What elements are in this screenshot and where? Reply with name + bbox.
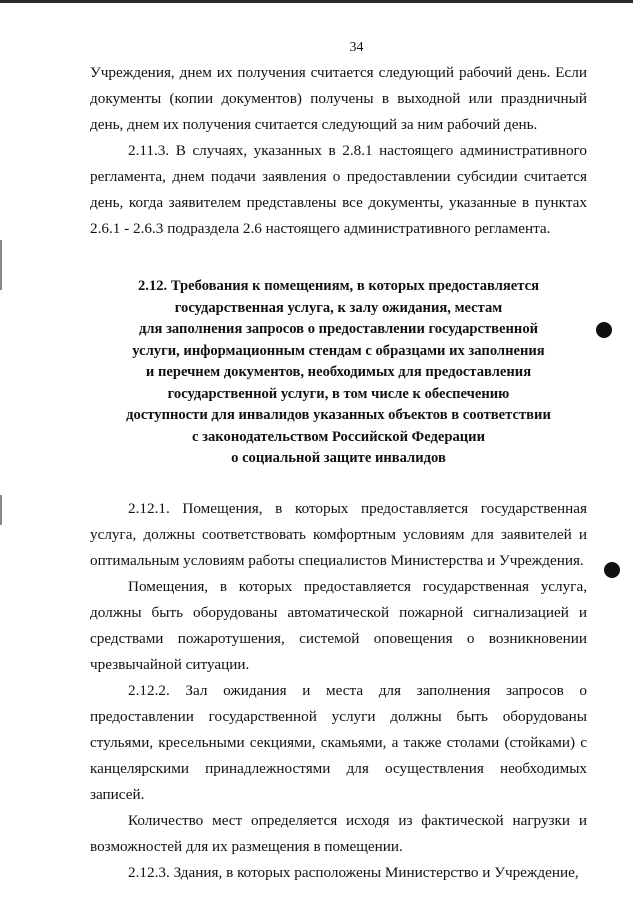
paragraph-2-12-2: 2.12.2. Зал ожидания и места для заполнения запросов о предоставлении государственной услуги должны быть оборудованы стульями, кресельными секциями, скамьями, а также столами (стойками) с канцелярскими принадлежностями для осуществления необходимых записей. bbox=[90, 681, 587, 803]
heading-line: о социальной защите инвалидов bbox=[231, 450, 446, 466]
punch-hole-mark bbox=[596, 322, 612, 338]
top-scan-edge bbox=[0, 0, 633, 3]
document-body bbox=[90, 60, 587, 886]
scan-margin-mark bbox=[0, 240, 2, 290]
heading-line: услуги, информационным стендам с образцами их заполнения bbox=[132, 342, 545, 359]
heading-line: доступности для инвалидов указанных объектов в соответствии bbox=[126, 407, 551, 423]
section-heading-2-12 bbox=[90, 276, 587, 470]
paragraph-seat-count: Количество мест определяется исходя из фактической нагрузки и возможностей для их размещения в помещении. bbox=[90, 811, 587, 855]
heading-line: и перечнем документов, необходимых для предоставления bbox=[145, 364, 532, 380]
paragraph-2-12-3: 2.12.3. Здания, в которых расположены Министерство и Учреждение, bbox=[128, 863, 579, 881]
paragraph-2-11-3: 2.11.3. В случаях, указанных в 2.8.1 настоящего административного регламента, днем подачи заявления о предоставлении субсидии считается день, когда заявителем представлены все документы, указанные в пунктах 2.6.1 - 2.6.3 подраздела 2.6 настоящего административного регламента. bbox=[90, 142, 587, 237]
page-number: 34 bbox=[349, 40, 364, 55]
heading-line: государственной услуги, в том числе к обеспечению bbox=[167, 385, 510, 402]
paragraph-continuation: Учреждения, днем их получения считается следующий рабочий день. Если документы (копии документов) получены в выходной или праздничный день, днем их получения считается следующий за ним рабочий день. bbox=[90, 64, 587, 133]
heading-line: 2.12. Требования к помещениям, в которых предоставляется bbox=[138, 278, 539, 294]
heading-line: для заполнения запросов о предоставлении государственной bbox=[138, 321, 539, 337]
paragraph-2-12-1: 2.12.1. Помещения, в которых предоставляется государственная услуга, должны соответствовать комфортным условиям для заявителей и оптимальным условиям работы специалистов Министерства и Учреждения. bbox=[90, 499, 587, 569]
heading-line: государственная услуга, к залу ожидания, местам bbox=[174, 299, 503, 316]
paragraph-fire-safety: Помещения, в которых предоставляется государственная услуга, должны быть оборудованы автоматической пожарной сигнализацией и средствами пожаротушения, системой оповещения о возникновении чрезвычайной ситуации. bbox=[90, 577, 587, 673]
heading-line: с законодательством Российской Федерации bbox=[192, 428, 485, 445]
punch-hole-mark bbox=[604, 562, 620, 578]
scan-margin-mark bbox=[0, 495, 2, 525]
